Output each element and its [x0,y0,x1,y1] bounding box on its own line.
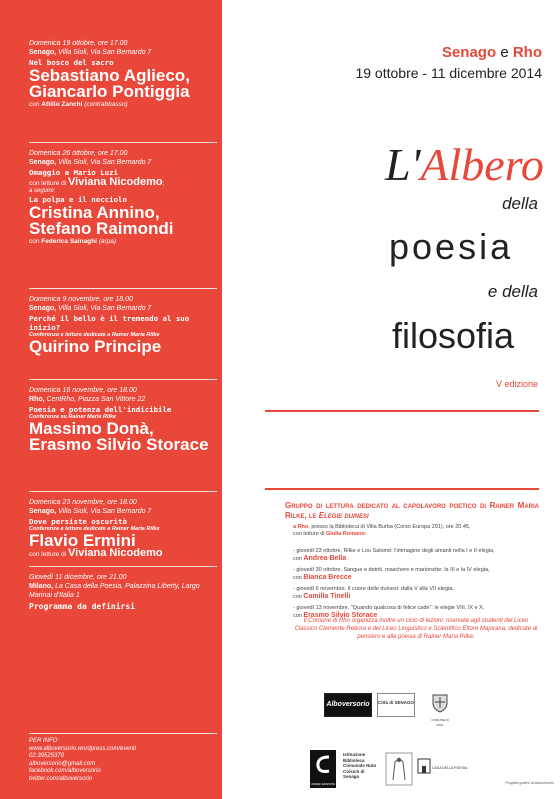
event-speaker: Stefano Raimondi [29,219,174,238]
shield-icon [430,693,450,713]
reading-group-heading: Gruppo di lettura dedicato al capolavoro poetico di Rainer Maria Rilke, le Elegie duinesi [285,501,539,520]
event-with: con letture di Viviana Nicodemo [29,547,163,559]
event-6 [29,574,217,611]
reading-group-venue: a Rho, presso la Biblioteca di Villa Burba (Corso Europa 291), ore 20.45, con letture di Giulia Romano: [293,524,471,537]
header-places: Senago e Rho [441,44,542,61]
reading-group-sessions [293,548,539,624]
session-item: - giovedì 13 novembre, "Quando qualcosa di felice cade": le elegie VIII, IX e X, con Erasmo Silvio Storace [293,605,485,619]
event-with: con letture di Viviana Nicodemo; [29,176,165,188]
senago-logo: Città di SENAGO [377,693,415,717]
event-column [0,0,222,799]
info-twitter-link[interactable]: twitter.com/alboversorio [29,775,93,782]
event-title: La polpa e il nocciolo [29,195,127,204]
figure-icon [385,752,413,786]
alboversorio-logo: Alboversorio [324,693,372,717]
graphic-credit: Progetto grafico di Alboversorio [505,781,554,785]
event-3 [29,296,217,354]
title-filosofia: filosofia [392,315,515,356]
event-speaker: Giancarlo Pontiggia [29,82,190,101]
title-e-della: e della [487,282,538,301]
event-title: Dove persiste oscurità [29,517,127,526]
event-title: Perché il bello è il tremendo al suo inizio? [29,314,190,332]
header-dates: 19 ottobre - 11 dicembre 2014 [355,65,542,81]
session-item: - giovedì 6 novembre, Il cuore delle duinesi: dalla V alla VII elegia, con Camilla Tinelli [293,586,454,600]
event-place: Milano, La Casa della Poesia, Palazzina Liberty, Largo Marinai d'Italia 1 [29,583,200,599]
biblioteca-logo: Istituzione Biblioteca Comunale Nuto Coisich di Senago [343,752,381,786]
main-title: L'Albero [385,139,544,190]
event-place: Senago, Villa Sioli, Via San Bernardo 7 [29,305,152,312]
event-tbd: Programma da definirsi [29,602,135,611]
event-title: Nel bosco del sacro [29,58,114,67]
event-speaker: Cristina Annino, [29,203,160,222]
info-website-link[interactable]: www.alboversorio.wordpress.com/eventi [29,745,137,752]
title-poesia: poesia [389,226,514,267]
event-date: Domenica 9 novembre, ore 18.00 [29,296,133,303]
event-4 [29,387,217,452]
casa-della-poesia-logo: CASA DELLA POESIA [417,756,469,784]
event-subtitle: Conferenza su Rainer Maria Rilke [29,414,117,420]
event-speaker: Erasmo Silvio Storace [29,435,209,454]
edition-label: V edizione [495,379,538,389]
event-date: Domenica 16 novembre, ore 18.00 [29,387,137,394]
event-title: Poesia e potenza dell'indicibile [29,405,172,414]
event-subtitle: Conferenza e letture dedicate a Rainer Maria Rilke [29,332,160,338]
info-label: PER INFO: [29,738,60,744]
event-date: Domenica 23 novembre, ore 18.00 [29,499,137,506]
session-item: - giovedì 23 ottobre, Rilke e Lou Salomé: l'immagine degli amanti nella I e II elegia, con Andrea Bella [293,548,495,562]
event-date: Domenica 26 ottobre, ore 17.00 [29,150,128,157]
swirl-icon [311,751,337,777]
event-5 [29,499,217,559]
event-place: Senago, Villa Sioli, Via San Bernardo 7 [29,159,152,166]
biblioteca-illustration [385,752,413,786]
rho-coat-of-arms-logo: COMUNE DI RHO [430,693,450,719]
event-speaker: Quirino Principe [29,337,162,356]
event-date: Domenica 19 ottobre, ore 17.00 [29,40,128,47]
title-della: della [502,194,538,213]
divider [265,410,539,412]
event-subtitle: Conferenza e letture dedicate a Rainer Maria Rilke [29,526,160,532]
event-place: Senago, Villa Sioli, Via San Bernardo 7 [29,49,152,56]
event-with: con Attilio Zanchi (contrabbasso) [29,101,128,108]
house-icon [417,756,431,774]
divider [265,488,539,490]
event-with: con Federica Sainaghi (arpa) [29,238,117,245]
event-place: Rho, CentRho, Piazza San Vittore 22 [29,396,146,403]
event-title: Omaggio a Mario Luzi [29,168,118,177]
event-date: Giovedì 11 dicembre, ore 21.00 [29,574,127,581]
a-seguire: a seguire: [29,188,56,194]
event-2 [29,150,217,246]
event-speaker: Massimo Donà, [29,419,154,438]
info-email-link[interactable]: alboversorio@gmail.com [29,760,96,767]
session-item: - giovedì 30 ottobre, Sangue e detriti, maschere e marionette: la III e la IV elegia, con Bianca Brecce [293,567,490,581]
title-column [222,0,560,799]
ianieri-logo: ANIERI EDIZIONI [310,750,336,788]
event-speaker: Sebastiano Aglieco, [29,66,190,85]
info-facebook-link[interactable]: facebook.com/alboversorio [29,768,101,774]
info-block [29,738,217,783]
event-place: Senago, Villa Sioli, Via San Bernardo 7 [29,508,152,515]
event-1 [29,40,217,109]
event-speaker: Flavio Ermini [29,531,136,550]
info-phone: 02.39525370 [29,753,65,759]
reading-group-note: Il Comune di Rho organizza inoltre un ciclo di lezioni, riservate agli studenti del Liceo Classico Clemente Rebora e del Liceo Linguistico e Scientifico Ettore Majorana, dedicate al pensiero e alla poesia di Rainer Maria Rilke. [294,618,538,640]
